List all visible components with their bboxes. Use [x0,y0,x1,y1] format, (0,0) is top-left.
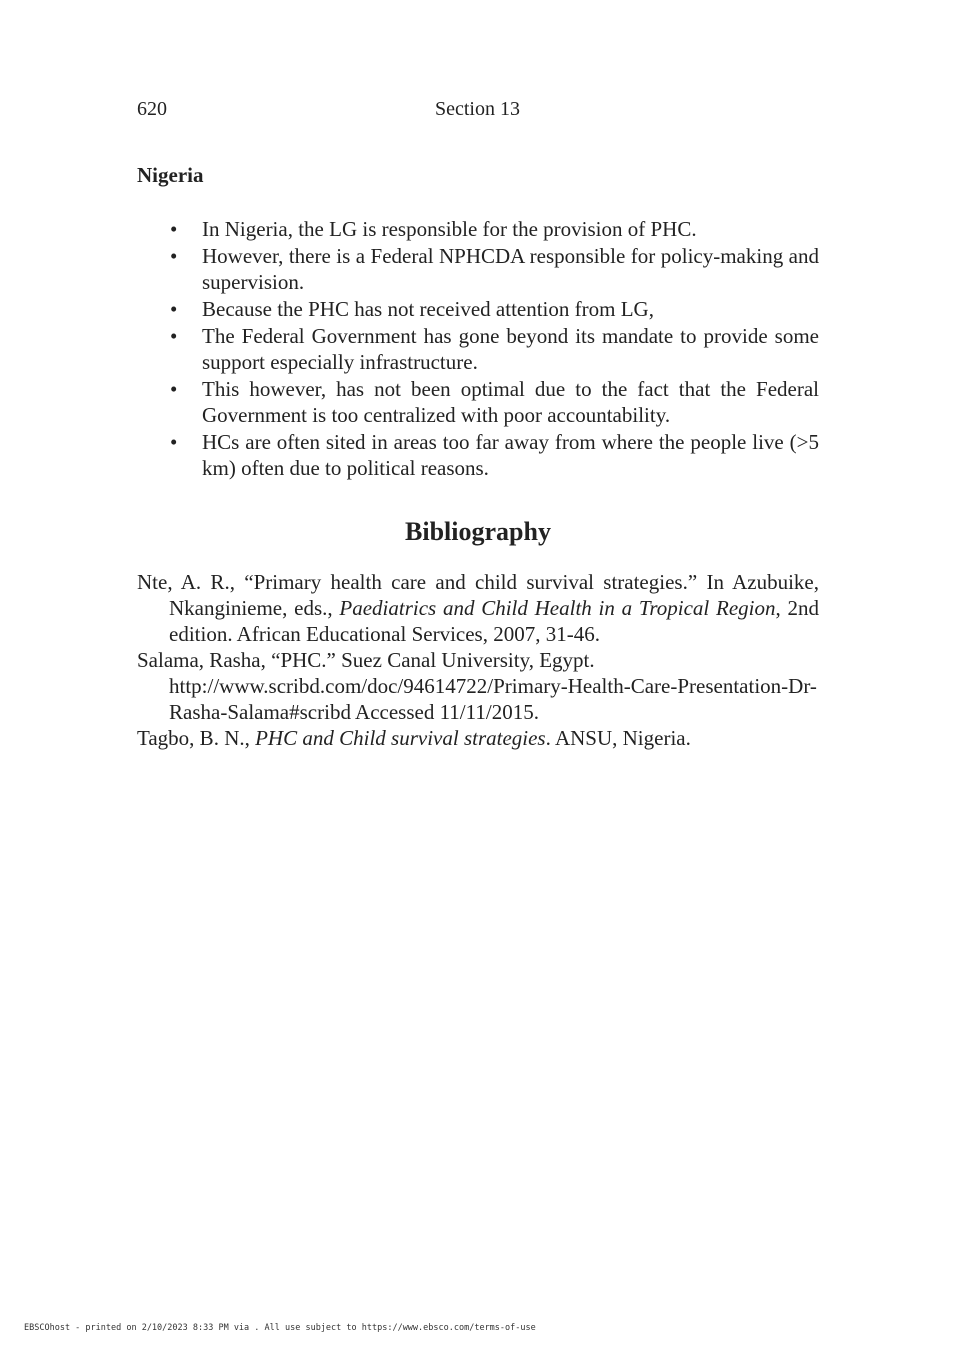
bullet-icon: • [170,297,178,321]
list-item [137,429,819,481]
bibliography-title: Bibliography [405,517,551,546]
bibliography-entry-salama [137,647,819,725]
bullet-icon: • [170,430,178,454]
bullet-list [137,216,819,481]
bullet-icon: • [170,244,178,268]
list-item [137,216,819,242]
list-item [137,323,819,375]
running-head: Section 13 [435,98,520,120]
list-item-text: This however, has not been optimal due to the fact that the Federal Government is too centralized with poor accountability. [202,377,819,427]
bibliography-entry-nte [137,569,819,647]
page-number: 620 [137,98,167,120]
reference-text: Nte, A. R., “Primary health care and child survival strategies.” In Azubuike, Nkanginieme, eds., [137,570,819,620]
bullet-icon: • [170,324,178,348]
list-item-text: The Federal Government has gone beyond its mandate to provide some support especially infrastructure. [202,324,819,374]
page-content [137,161,819,751]
section-heading-nigeria: Nigeria [137,163,204,187]
reference-text: . ANSU, Nigeria. [545,726,691,750]
bullet-icon: • [170,377,178,401]
list-item-text: However, there is a Federal NPHCDA responsible for policy-making and supervision. [202,244,819,294]
reference-text: Tagbo, B. N., [137,726,256,750]
reference-title: Paediatrics and Child Health in a Tropical Region [339,596,776,620]
list-item [137,376,819,428]
reference-title: PHC and Child survival strategies [255,726,546,750]
list-item [137,296,819,322]
list-item-text: In Nigeria, the LG is responsible for the provision of PHC. [202,217,697,241]
bibliography-entry-tagbo [137,725,819,751]
reference-url: http://www.scribd.com/doc/94614722/Primary-Health-Care-Presentation-Dr-Rasha-Salama#scribd Accessed 11/11/2015. [169,674,817,724]
list-item [137,243,819,295]
list-item-text: HCs are often sited in areas too far away from where the people live (>5 km) often due to political reasons. [202,430,819,480]
bullet-icon: • [170,217,178,241]
list-item-text: Because the PHC has not received attention from LG, [202,297,654,321]
ebsco-footer: EBSCOhost - printed on 2/10/2023 8:33 PM via . All use subject to https://www.ebsco.com/terms-of-use [24,1323,536,1333]
reference-text: , 2nd edition. African Educational Services, 2007, 31-46. [169,596,819,646]
reference-text: Salama, Rasha, “PHC.” Suez Canal University, Egypt. [137,648,595,672]
